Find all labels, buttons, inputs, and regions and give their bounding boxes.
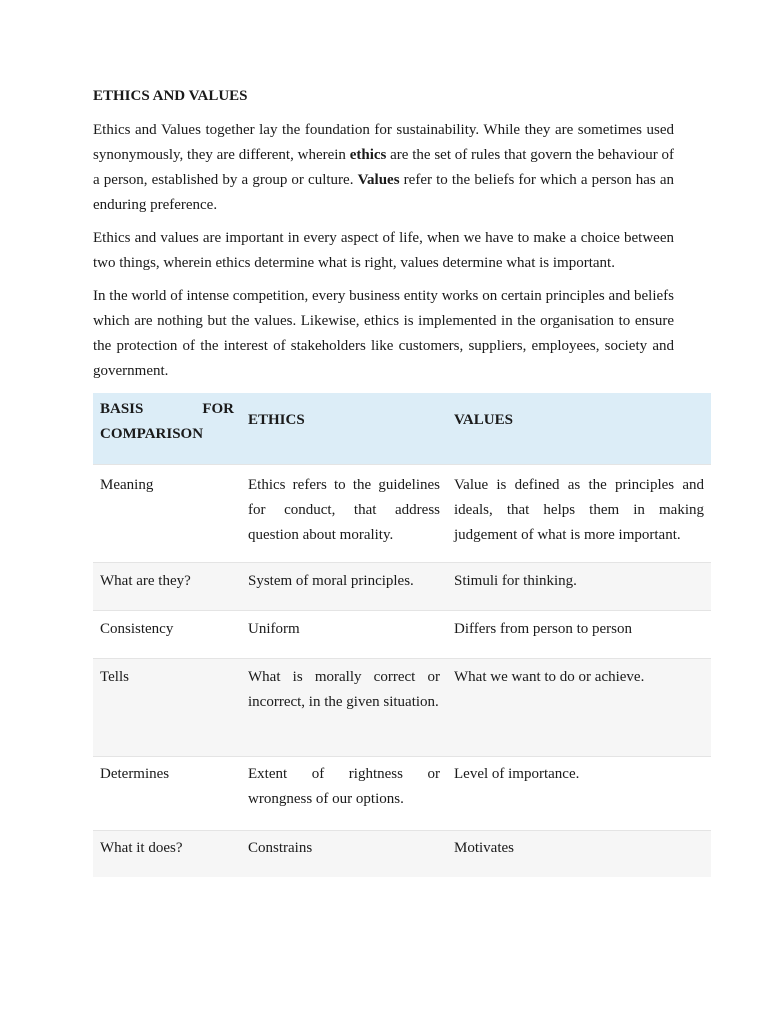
row-ethics: Constrains <box>248 840 313 856</box>
row-values: Stimuli for thinking. <box>454 573 577 589</box>
intro-text-2: are the set of rules that govern the behaviour of a person, established by a group or culture. <box>93 147 674 188</box>
importance-paragraph: Ethics and values are important in every aspect of life, when we have to make a choice between two things, wherein ethics determine what is right, values determine what is important. <box>93 230 674 271</box>
table-row <box>93 658 711 756</box>
row-basis: Consistency <box>100 621 174 637</box>
row-basis: What it does? <box>100 840 183 856</box>
row-basis: What are they? <box>100 573 191 589</box>
row-ethics: What is morally correct or incorrect, in the given situation. <box>248 669 440 710</box>
intro-paragraph <box>93 118 674 218</box>
table-row <box>93 464 711 562</box>
header-basis-word: BASIS <box>100 401 144 417</box>
header-ethics: ETHICS <box>248 412 305 428</box>
table-row <box>93 830 711 877</box>
row-ethics: Uniform <box>248 621 300 637</box>
ethics-term: ethics <box>349 147 387 163</box>
table-row <box>93 610 711 658</box>
row-ethics: System of moral principles. <box>248 573 414 589</box>
row-basis: Meaning <box>100 477 154 493</box>
row-values: Level of importance. <box>454 766 580 782</box>
row-basis: Determines <box>100 766 170 782</box>
row-values: Value is defined as the principles and ideals, that helps them in making judgement of what is more important. <box>454 477 704 543</box>
header-for-word: FOR <box>202 401 234 417</box>
header-basis <box>93 393 241 464</box>
table-row <box>93 562 711 610</box>
row-values: Differs from person to person <box>454 621 633 637</box>
row-values: What we want to do or achieve. <box>454 669 645 685</box>
header-comparison-word: COMPARISON <box>100 426 204 442</box>
row-ethics: Ethics refers to the guidelines for conduct, that address question about morality. <box>248 477 440 543</box>
document-body <box>93 86 674 392</box>
table-header-row <box>93 393 711 464</box>
row-values: Motivates <box>454 840 514 856</box>
header-values: VALUES <box>454 412 513 428</box>
comparison-table <box>93 393 711 877</box>
values-term: Values <box>357 172 400 188</box>
intro-text-1: Ethics and Values together lay the foundation for sustainability. While they are sometimes used synonymously, they are different, wherein <box>93 122 674 163</box>
table-row <box>93 756 711 830</box>
intro-text-3: refer to the beliefs for which a person has an enduring preference. <box>93 172 674 213</box>
document-title: ETHICS AND VALUES <box>93 88 248 104</box>
row-basis: Tells <box>100 669 129 685</box>
row-ethics: Extent of rightness or wrongness of our options. <box>248 766 440 807</box>
business-paragraph: In the world of intense competition, every business entity works on certain principles and beliefs which are nothing but the values. Likewise, ethics is implemented in the organisation to ensure the protection of the interest of stakeholders like customers, suppliers, employees, society and government. <box>93 288 674 379</box>
